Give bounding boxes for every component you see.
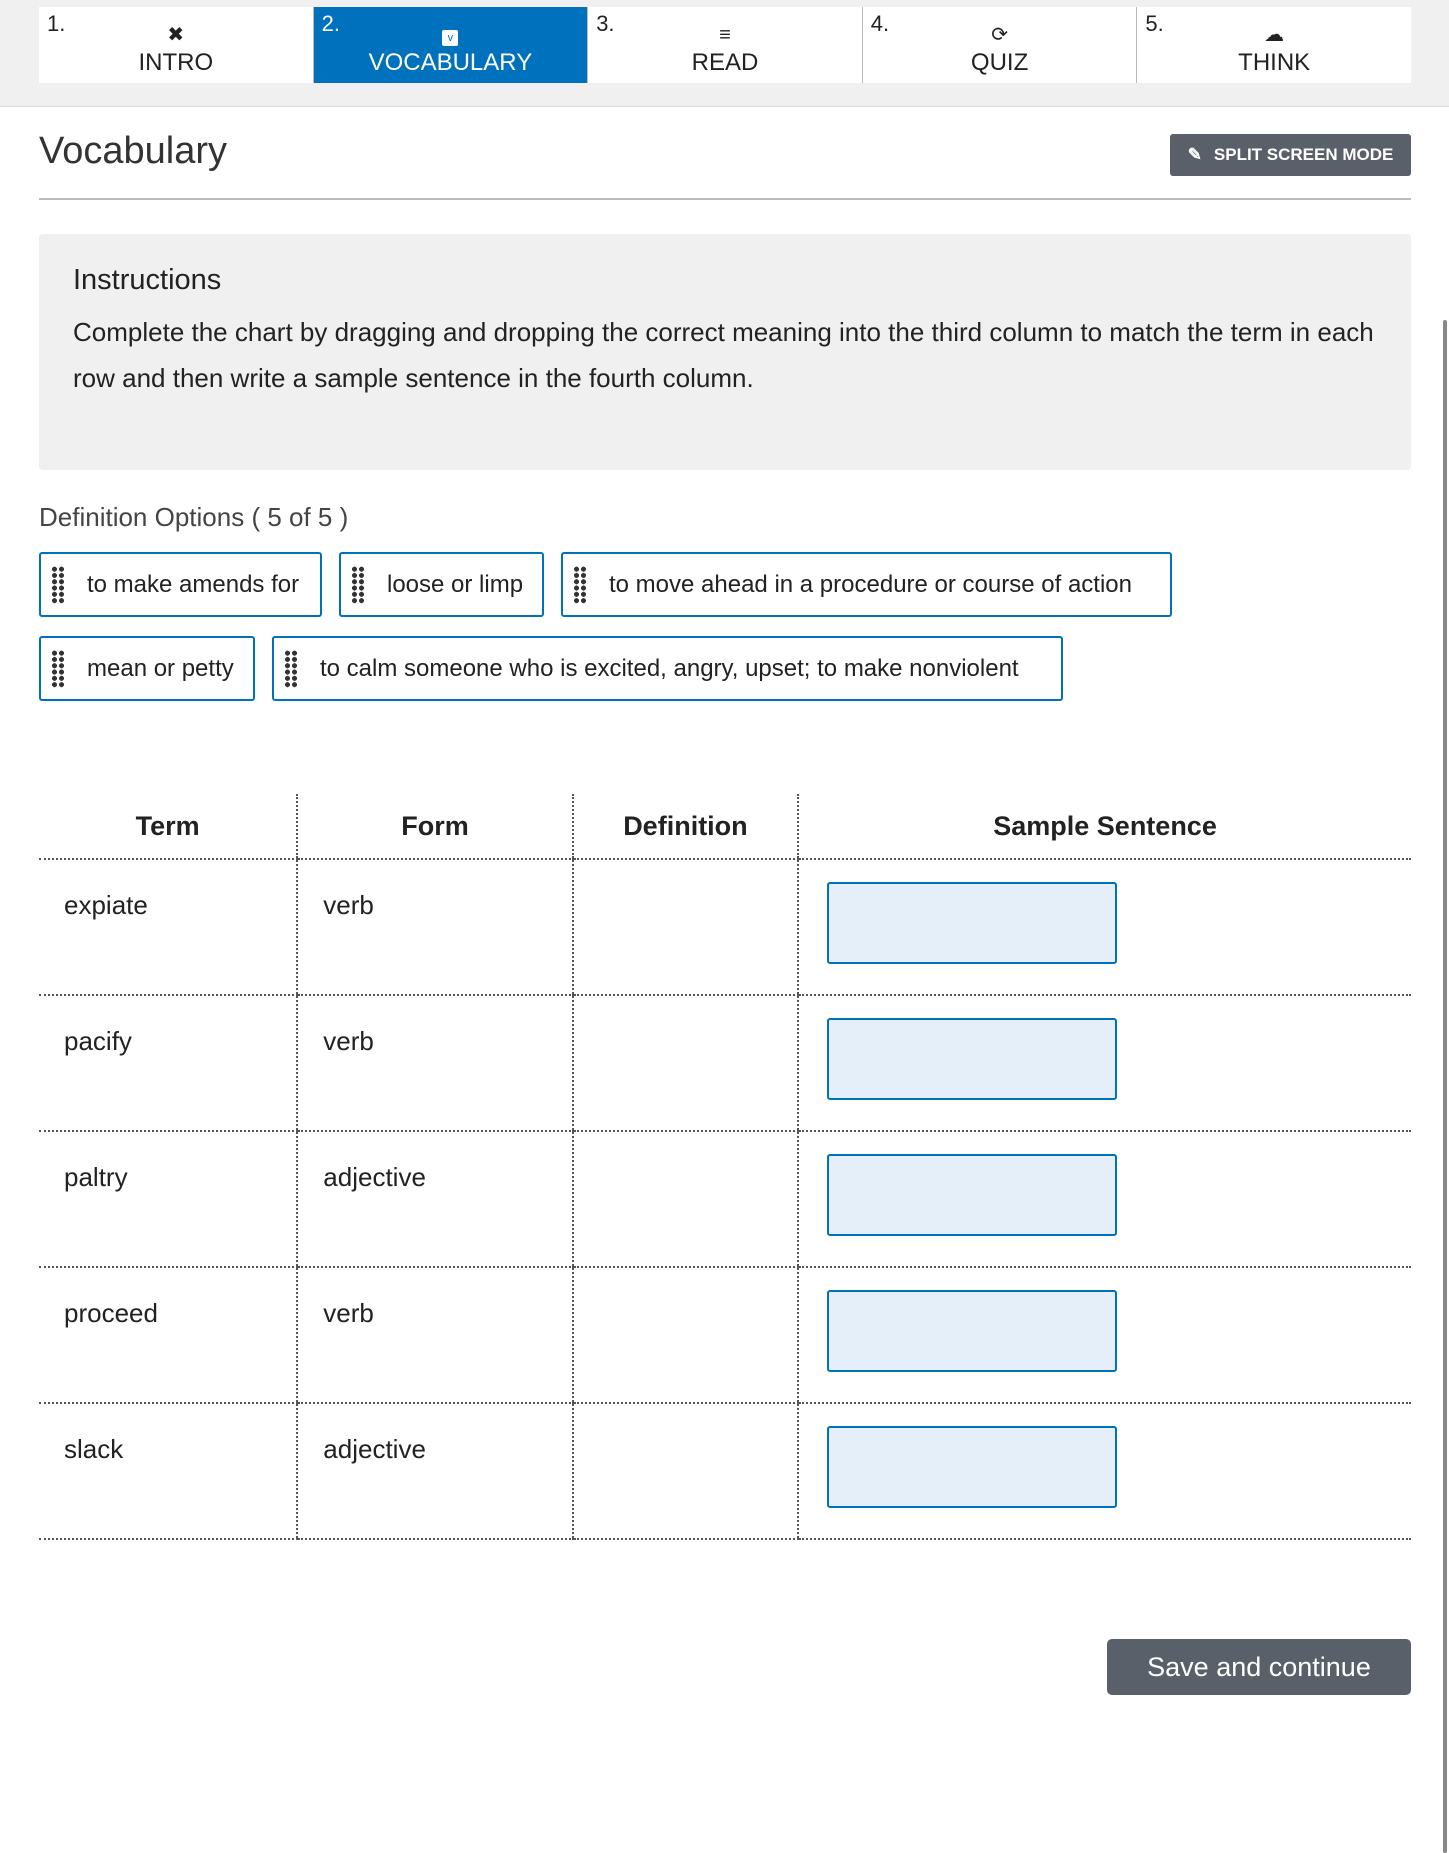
definition-drop-zone[interactable] (573, 1403, 798, 1539)
form-cell: verb (297, 995, 572, 1131)
instructions-text: Complete the chart by dragging and dropping the correct meaning into the third column to match the term in each row and then write a sample sentence in the fourth column. (73, 317, 1374, 393)
intro-icon: ✖ (167, 24, 185, 46)
term-cell: expiate (39, 859, 297, 995)
save-and-continue-button[interactable]: Save and continue (1107, 1639, 1411, 1695)
table-row (39, 1131, 1411, 1267)
instructions-box (39, 234, 1411, 470)
sample-sentence-cell (798, 995, 1411, 1131)
sample-sentence-input[interactable] (827, 882, 1117, 964)
form-cell: verb (297, 859, 572, 995)
form-cell: adjective (297, 1403, 572, 1539)
table-row (39, 1403, 1411, 1539)
step-tabs (39, 7, 1411, 83)
definition-option[interactable]: mean or petty (39, 636, 255, 701)
sample-sentence-input[interactable] (827, 1154, 1117, 1236)
tab-think[interactable]: 5. ☁ THINK (1136, 7, 1411, 83)
vocabulary-icon: v (314, 25, 588, 46)
sample-sentence-cell (798, 1131, 1411, 1267)
sample-sentence-input[interactable] (827, 1018, 1117, 1100)
scrollbar[interactable] (1443, 320, 1447, 1853)
drag-handle-icon (51, 650, 65, 688)
vocabulary-table (39, 794, 1411, 1540)
divider (39, 198, 1411, 200)
pencil-icon: ✎ (1187, 145, 1202, 164)
tab-read[interactable]: 3. ≡ READ (587, 7, 862, 83)
header-definition: Definition (573, 794, 798, 859)
definition-option[interactable]: loose or limp (339, 552, 544, 617)
definition-option[interactable]: to make amends for (39, 552, 322, 617)
table-row (39, 995, 1411, 1131)
tab-vocabulary[interactable]: 2. v VOCABULARY (313, 7, 588, 83)
definition-options-label: Definition Options ( 5 of 5 ) (39, 502, 349, 532)
term-cell: pacify (39, 995, 297, 1131)
drag-handle-icon (284, 650, 298, 688)
definition-drop-zone[interactable] (573, 859, 798, 995)
form-cell: adjective (297, 1131, 572, 1267)
tab-intro[interactable]: 1. ✖ INTRO (39, 7, 313, 83)
form-cell: verb (297, 1267, 572, 1403)
sample-sentence-input[interactable] (827, 1426, 1117, 1508)
tab-quiz[interactable]: 4. ⟳ QUIZ (862, 7, 1137, 83)
definition-drop-zone[interactable] (573, 995, 798, 1131)
definition-option[interactable]: to move ahead in a procedure or course of action (561, 552, 1172, 617)
split-screen-button[interactable]: ✎ SPLIT SCREEN MODE (1170, 134, 1411, 176)
refresh-icon: ⟳ (991, 24, 1008, 46)
sample-sentence-cell (798, 1267, 1411, 1403)
cloud-icon: ☁ (1264, 24, 1285, 46)
header-sample-sentence: Sample Sentence (798, 794, 1411, 859)
table-row (39, 859, 1411, 995)
instructions-heading: Instructions (73, 264, 222, 296)
header-form: Form (297, 794, 572, 859)
page-title: Vocabulary (39, 130, 228, 172)
definition-option[interactable]: to calm someone who is excited, angry, upset; to make nonviolent (272, 636, 1063, 701)
drag-handle-icon (51, 566, 65, 604)
read-icon: ≡ (719, 24, 731, 46)
definition-drop-zone[interactable] (573, 1131, 798, 1267)
term-cell: slack (39, 1403, 297, 1539)
table-row (39, 1267, 1411, 1403)
term-cell: paltry (39, 1131, 297, 1267)
drag-handle-icon (351, 566, 365, 604)
drag-handle-icon (573, 566, 587, 604)
sample-sentence-input[interactable] (827, 1290, 1117, 1372)
sample-sentence-cell (798, 1403, 1411, 1539)
header-term: Term (39, 794, 297, 859)
term-cell: proceed (39, 1267, 297, 1403)
sample-sentence-cell (798, 859, 1411, 995)
definition-drop-zone[interactable] (573, 1267, 798, 1403)
